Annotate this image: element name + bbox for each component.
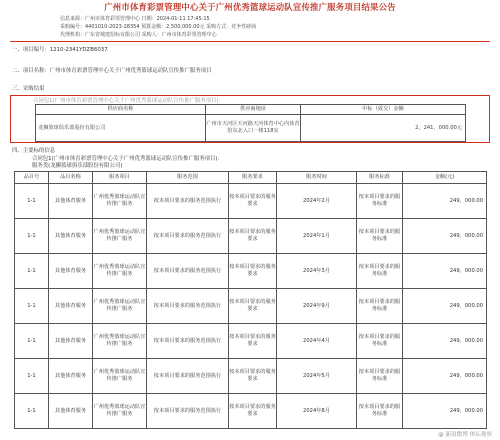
main-table-header: [15, 172, 487, 184]
item-no: 1-1: [15, 324, 49, 359]
service-std: 按本项目要求的服务标准: [357, 184, 403, 219]
service-time: 2024年2月: [277, 184, 357, 219]
meta-source: 信息来源：广州市体育彩票管理中心 日期：2024-01-11 17:45:15: [60, 16, 210, 22]
main-heading: 四、主要标的信息: [12, 148, 56, 154]
service-scope: 按本项目要求的服务范围执行: [147, 219, 229, 254]
service-item: 广州优秀篮球运动队宣传推广服务: [93, 184, 147, 219]
table-row: [15, 184, 487, 219]
amount: 249，000.00: [403, 289, 487, 324]
col-service-req: 服务要求: [229, 172, 277, 184]
amount: 249，000.00: [403, 394, 487, 429]
item-category: 其他体育服务: [49, 289, 93, 324]
item-no: 1-1: [15, 394, 49, 429]
item-category: 其他体育服务: [49, 359, 93, 394]
service-std: 按本项目要求的服务标准: [357, 219, 403, 254]
table-row: [15, 324, 487, 359]
main-note-package: 合同包1(广州市体育彩票管理中心关于广州优秀篮球运动队宣传推广服务项目)：: [32, 156, 223, 162]
supplier-name: 龙狮篮球俱乐部股份有限公司: [36, 115, 206, 142]
table-row: [36, 115, 466, 142]
service-item: 广州优秀篮球运动队宣传推广服务: [93, 394, 147, 429]
service-req: 按本项目要求的服务要求: [229, 254, 277, 289]
service-scope: 按本项目要求的服务范围执行: [147, 324, 229, 359]
table-row: [15, 254, 487, 289]
item-category: 其他体育服务: [49, 324, 93, 359]
service-item: 广州优秀篮球运动队宣传推广服务: [93, 289, 147, 324]
service-std: 按本项目要求的服务标准: [357, 359, 403, 394]
service-scope: 按本项目要求的服务范围执行: [147, 359, 229, 394]
col-service-time: 服务时间: [277, 172, 357, 184]
col-service-scope: 服务范围: [147, 172, 229, 184]
item-category: 其他体育服务: [49, 394, 93, 429]
table-row: [15, 219, 487, 254]
col-amount: 金额(元): [403, 172, 487, 184]
table-row: [15, 394, 487, 429]
service-std: 按本项目要求的服务标准: [357, 394, 403, 429]
col-award-amount: 中标（成交）金额: [301, 105, 466, 115]
service-std: 按本项目要求的服务标准: [357, 254, 403, 289]
service-req: 按本项目要求的服务要求: [229, 219, 277, 254]
meta-agency: 代理机构：广东省城建招标有限公司 采购人：广州市体育彩票管理中心: [60, 32, 217, 38]
item-no: 1-1: [15, 219, 49, 254]
main-items-table: [14, 171, 487, 429]
col-service-std: 服务标准: [357, 172, 403, 184]
service-item: 广州优秀篮球运动队宣传推广服务: [93, 254, 147, 289]
col-supplier-address: 供应商地址: [206, 105, 301, 115]
amount: 249，000.00: [403, 324, 487, 359]
result-box: [10, 95, 490, 143]
page-title: 广州市体育彩票管理中心关于广州优秀篮球运动队宣传推广服务项目结果公告: [104, 2, 396, 12]
amount: 249，000.00: [403, 184, 487, 219]
result-note: 合同包1(广州市体育彩票管理中心关于广州优秀篮球运动队宣传推广服务项目)：: [33, 98, 224, 104]
col-item-category: 品目名称: [49, 172, 93, 184]
meta-budget: 采购编号：4401010-2023-28354 预算金额：2,500,000.00元 采购方式：竞争性磋商: [60, 24, 257, 30]
service-scope: 按本项目要求的服务范围执行: [147, 394, 229, 429]
amount: 249，000.00: [403, 254, 487, 289]
table-row: [15, 359, 487, 394]
table-row: [15, 289, 487, 324]
item-no: 1-1: [15, 254, 49, 289]
service-req: 按本项目要求的服务要求: [229, 394, 277, 429]
service-std: 按本项目要求的服务标准: [357, 289, 403, 324]
amount: 249，000.00: [403, 359, 487, 394]
service-item: 广州优秀篮球运动队宣传推广服务: [93, 359, 147, 394]
service-req: 按本项目要求的服务要求: [229, 359, 277, 394]
item-no: 1-1: [15, 184, 49, 219]
service-time: 2024年3月: [277, 254, 357, 289]
service-req: 按本项目要求的服务要求: [229, 289, 277, 324]
service-item: 广州优秀篮球运动队宣传推广服务: [93, 324, 147, 359]
title-divider: [10, 41, 490, 42]
supplier-address: 广州市天河区天河路天河体育中心内体育馆东北入口一楼118室: [206, 115, 301, 142]
service-time: 2024年4月: [277, 324, 357, 359]
service-time: 2024年1月: [277, 219, 357, 254]
watermark: @ 新浪微博 体坛观察: [438, 432, 492, 438]
service-req: 按本项目要求的服务要求: [229, 324, 277, 359]
item-category: 其他体育服务: [49, 254, 93, 289]
col-service-item: 服务项目: [93, 172, 147, 184]
project-name: 二、项目名称：广州市体育彩票管理中心关于广州优秀篮球运动队宣传推广服务项目: [12, 68, 212, 74]
item-no: 1-1: [15, 289, 49, 324]
item-no: 1-1: [15, 359, 49, 394]
project-number: 一、项目编号：1210-2341YDZB6037: [12, 47, 108, 53]
result-heading: 三、采购结果: [12, 86, 45, 92]
item-category: 其他体育服务: [49, 184, 93, 219]
service-time: 2024年8月: [277, 394, 357, 429]
amount: 249，000.00: [403, 219, 487, 254]
service-req: 按本项目要求的服务要求: [229, 184, 277, 219]
service-time: 2024年5月: [277, 359, 357, 394]
service-item: 广州优秀篮球运动队宣传推广服务: [93, 219, 147, 254]
result-table: [35, 104, 466, 142]
service-std: 按本项目要求的服务标准: [357, 324, 403, 359]
col-item-no: 品目号: [15, 172, 49, 184]
service-scope: 按本项目要求的服务范围执行: [147, 184, 229, 219]
service-time: 2024年9月: [277, 289, 357, 324]
item-category: 其他体育服务: [49, 219, 93, 254]
col-supplier-name: 供应商名称: [36, 105, 206, 115]
service-scope: 按本项目要求的服务范围执行: [147, 289, 229, 324]
award-amount: 2，241，000.00元: [301, 115, 466, 142]
service-scope: 按本项目要求的服务范围执行: [147, 254, 229, 289]
main-note-category: 服务类(龙狮篮球俱乐部股份有限公司): [32, 163, 123, 169]
